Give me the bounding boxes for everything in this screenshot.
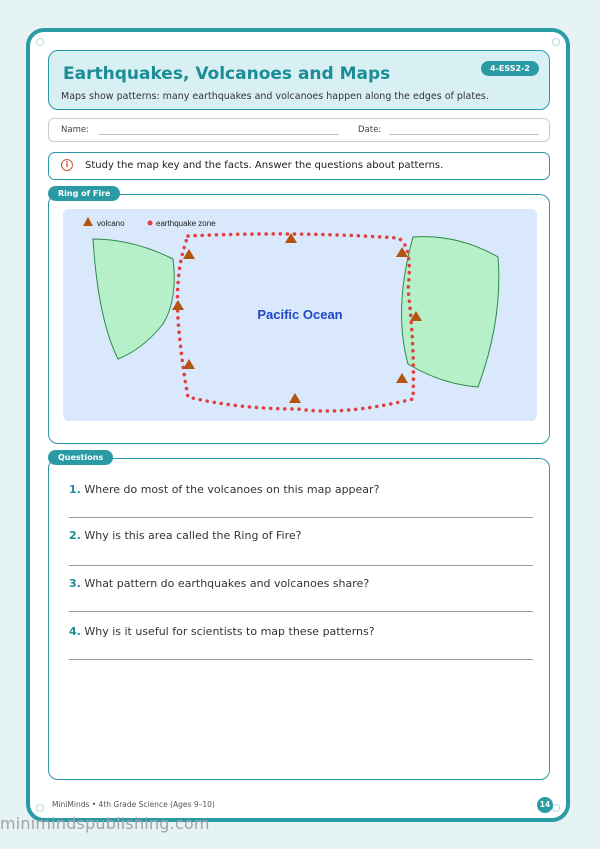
section-tag-ring-of-fire: Ring of Fire bbox=[48, 186, 120, 201]
name-date-bar bbox=[48, 118, 550, 142]
name-field[interactable] bbox=[99, 134, 339, 135]
page-title: Earthquakes, Volcanoes and Maps bbox=[63, 64, 391, 84]
volcano-marker bbox=[183, 359, 195, 369]
page-subtitle: Maps show patterns: many earthquakes and volcanoes happen along the edges of plates. bbox=[61, 91, 489, 102]
map-section bbox=[48, 189, 550, 444]
ocean-label: Pacific Ocean bbox=[257, 307, 343, 322]
landmass-left bbox=[93, 239, 174, 359]
question-item bbox=[69, 577, 369, 590]
instruction-box bbox=[48, 152, 550, 180]
question-text: Where do most of the volcanoes on this map appear? bbox=[84, 483, 380, 496]
standard-badge: 4-ESS2-2 bbox=[481, 61, 539, 76]
legend-volcano-icon bbox=[83, 217, 93, 226]
corner-dot bbox=[36, 38, 44, 46]
volcano-marker bbox=[289, 393, 301, 403]
answer-line[interactable] bbox=[69, 659, 533, 660]
date-field[interactable] bbox=[389, 134, 539, 135]
volcano-marker bbox=[396, 373, 408, 383]
corner-dot bbox=[36, 804, 44, 812]
volcano-marker bbox=[183, 249, 195, 259]
section-tag-questions: Questions bbox=[48, 450, 113, 465]
name-label: Name: bbox=[61, 125, 89, 135]
question-number: 3. bbox=[69, 577, 81, 590]
question-text: Why is it useful for scientists to map these patterns? bbox=[84, 625, 375, 638]
question-number: 4. bbox=[69, 625, 81, 638]
legend-quake-label: earthquake zone bbox=[156, 219, 216, 228]
question-text: Why is this area called the Ring of Fire? bbox=[84, 529, 302, 542]
map-svg bbox=[63, 209, 537, 421]
answer-line[interactable] bbox=[69, 565, 533, 566]
corner-dot bbox=[552, 38, 560, 46]
legend-volcano-label: volcano bbox=[97, 219, 125, 228]
header-card bbox=[48, 50, 550, 110]
corner-dot bbox=[552, 804, 560, 812]
earthquake-zone-path bbox=[177, 234, 413, 411]
question-number: 1. bbox=[69, 483, 81, 496]
question-number: 2. bbox=[69, 529, 81, 542]
date-label: Date: bbox=[358, 125, 382, 135]
answer-line[interactable] bbox=[69, 611, 533, 612]
question-item bbox=[69, 483, 379, 496]
question-text: What pattern do earthquakes and volcanoes share? bbox=[84, 577, 370, 590]
worksheet-page bbox=[26, 28, 570, 822]
questions-section bbox=[48, 453, 550, 780]
map-legend bbox=[83, 217, 216, 228]
question-item bbox=[69, 529, 302, 542]
legend-quake-icon bbox=[148, 221, 153, 226]
answer-line[interactable] bbox=[69, 517, 533, 518]
info-icon: i bbox=[61, 159, 73, 171]
watermark: minimindspublishing.com bbox=[0, 814, 210, 833]
page-number: 14 bbox=[537, 797, 553, 813]
footer-text: MiniMinds • 4th Grade Science (Ages 9–10) bbox=[52, 800, 215, 809]
question-item bbox=[69, 625, 375, 638]
volcano-marker bbox=[172, 300, 184, 310]
instruction-text: Study the map key and the facts. Answer the questions about patterns. bbox=[85, 160, 444, 171]
ring-of-fire-map bbox=[63, 209, 537, 421]
